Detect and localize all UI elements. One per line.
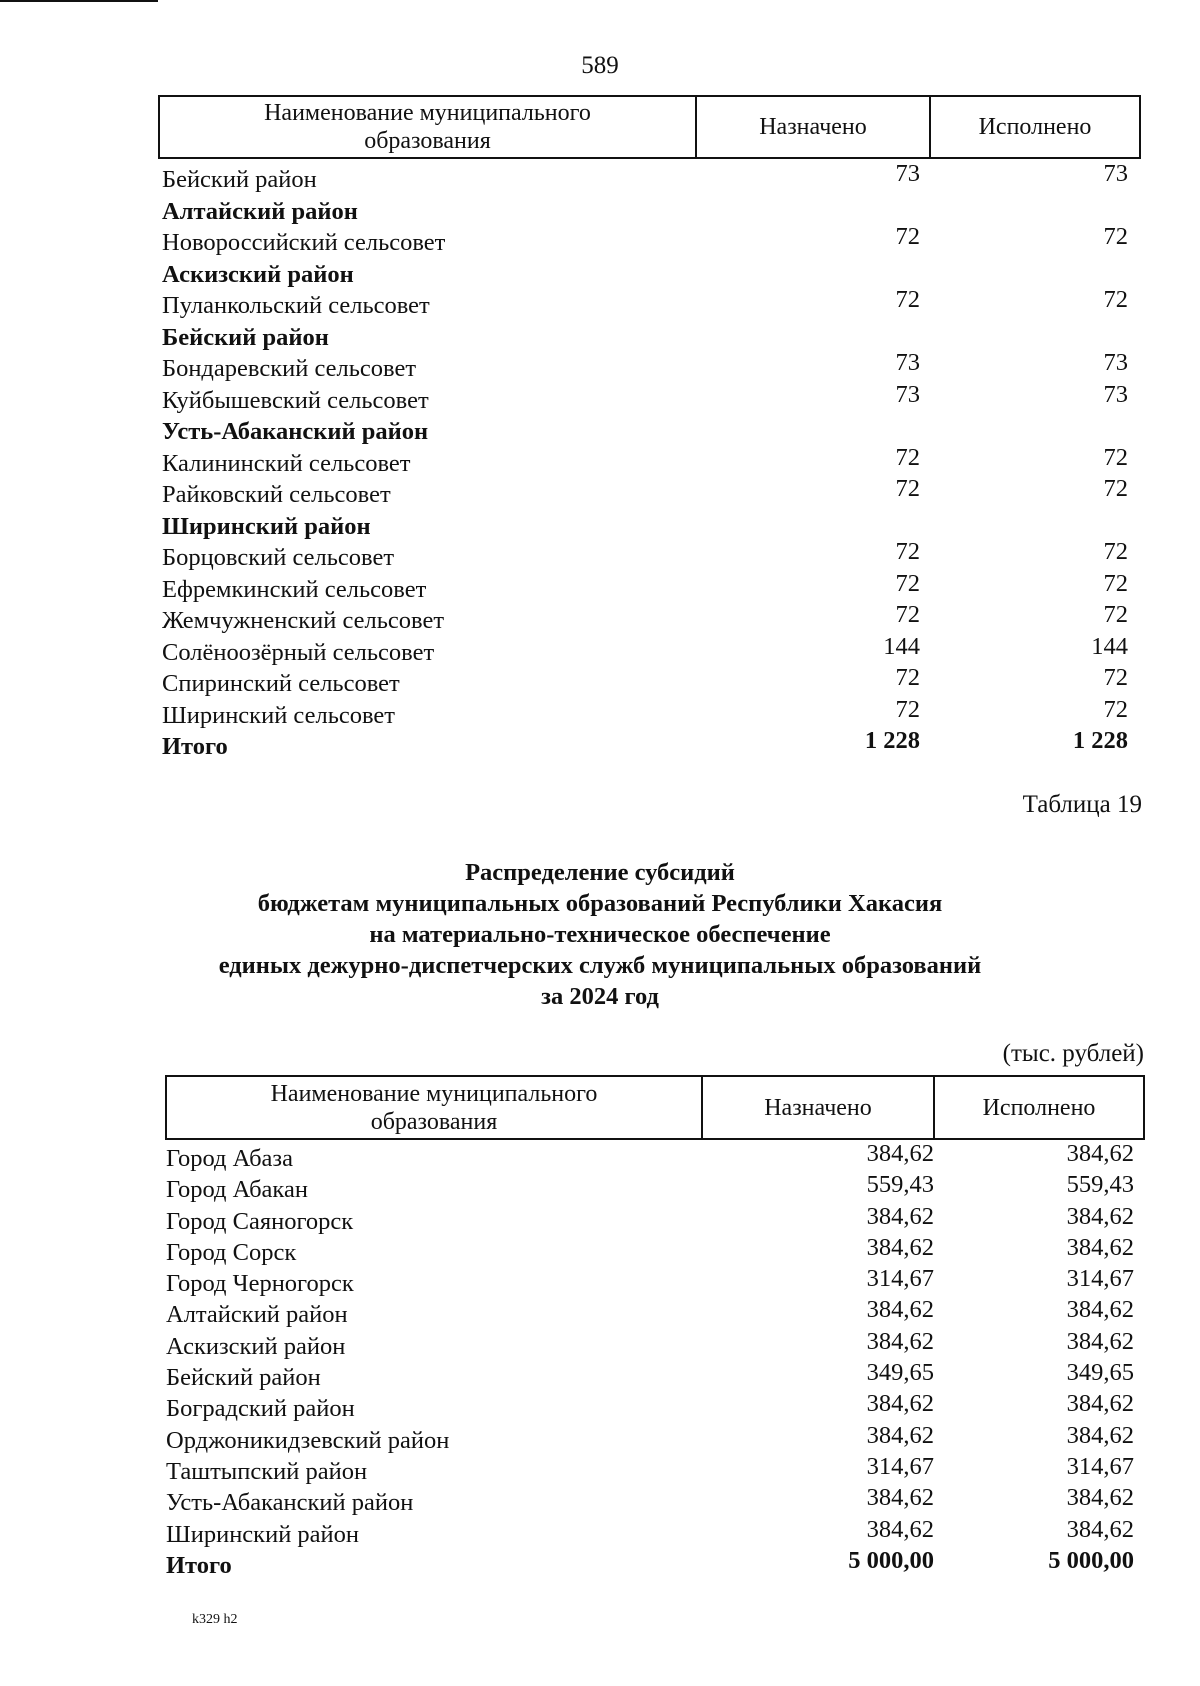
- row-assigned: 73: [895, 160, 920, 187]
- table2-header-assigned: Назначено: [701, 1077, 933, 1138]
- table-row: [166, 1265, 1146, 1296]
- row-assigned: 72: [895, 223, 920, 250]
- table-row: [166, 1484, 1146, 1515]
- row-name: Спиринский сельсовет: [162, 670, 400, 697]
- row-name: Солёноозёрный сельсовет: [162, 638, 435, 666]
- row-assigned: 73: [895, 380, 920, 408]
- row-name: Ефремкинский сельсовет: [162, 575, 427, 603]
- table-row: [162, 255, 1140, 287]
- table-row: [162, 570, 1140, 602]
- table2-header-name: Наименование муниципального образования: [270, 1080, 598, 1135]
- table2-title: [0, 857, 1200, 1012]
- table-row: [162, 507, 1140, 539]
- row-name: Аскизский район: [166, 1332, 346, 1360]
- table2-title-line-3: на материально-техническое обеспечение: [369, 921, 831, 948]
- row-assigned: 1 228: [864, 727, 920, 754]
- row-name: Город Саяногорск: [166, 1207, 354, 1235]
- row-name: Аскизский район: [162, 260, 354, 288]
- row-name: Пуланкольский сельсовет: [162, 292, 430, 319]
- row-executed: 73: [1103, 160, 1128, 187]
- row-executed: 349,65: [1066, 1359, 1134, 1387]
- table-row: [162, 160, 1140, 192]
- table-row: [166, 1171, 1146, 1202]
- table-row: [162, 664, 1140, 696]
- table2-title-line-2: бюджетам муниципальных образований Республики Хакасия: [257, 890, 943, 917]
- table-row: [162, 727, 1140, 759]
- row-executed: 72: [1103, 443, 1128, 471]
- row-name: Бондаревский сельсовет: [162, 355, 417, 382]
- row-executed: 384,62: [1066, 1140, 1134, 1167]
- table-row: [166, 1359, 1146, 1390]
- row-assigned: 384,62: [866, 1202, 934, 1230]
- table1-header-executed: Исполнено: [929, 97, 1139, 157]
- table-row: [162, 223, 1140, 255]
- row-name: Город Абакан: [166, 1176, 308, 1204]
- row-name: Борцовский сельсовет: [162, 544, 395, 571]
- table-row: [166, 1547, 1146, 1578]
- row-executed: 72: [1103, 664, 1128, 691]
- table-row: [162, 633, 1140, 665]
- row-assigned: 384,62: [866, 1140, 934, 1167]
- row-name: Бейский район: [162, 166, 317, 193]
- row-name: Ширинский сельсовет: [162, 701, 396, 729]
- row-name: Боградский район: [166, 1395, 355, 1423]
- row-executed: 384,62: [1066, 1515, 1134, 1543]
- row-assigned: 559,43: [866, 1171, 934, 1199]
- table-row: [166, 1234, 1146, 1265]
- table-row: [162, 444, 1140, 476]
- row-executed: 72: [1103, 538, 1128, 565]
- row-assigned: 384,62: [866, 1484, 934, 1512]
- row-executed: 144: [1091, 632, 1128, 660]
- row-executed: 384,62: [1066, 1202, 1134, 1230]
- table1-header-assigned: Назначено: [695, 97, 929, 157]
- row-assigned: 384,62: [866, 1233, 934, 1261]
- table-row: [162, 192, 1140, 224]
- row-name: Усть-Абаканский район: [166, 1489, 414, 1517]
- table-row: [162, 318, 1140, 350]
- table-row: [162, 412, 1140, 444]
- table-row: [162, 381, 1140, 413]
- table-row: [162, 349, 1140, 381]
- table-row: [162, 696, 1140, 728]
- row-assigned: 384,62: [866, 1421, 934, 1449]
- table1-header-name: Наименование муниципального образования: [264, 100, 591, 154]
- table-row: [166, 1328, 1146, 1359]
- row-assigned: 314,67: [866, 1265, 934, 1293]
- row-executed: 384,62: [1066, 1390, 1134, 1418]
- row-assigned: 72: [895, 601, 920, 628]
- row-executed: 72: [1103, 569, 1128, 597]
- row-executed: 384,62: [1066, 1327, 1134, 1355]
- row-assigned: 314,67: [866, 1452, 934, 1480]
- row-name: Алтайский район: [162, 197, 358, 225]
- row-name: Город Сорск: [166, 1238, 297, 1266]
- row-assigned: 72: [895, 475, 920, 502]
- table2-title-line-1: Распределение субсидий: [465, 859, 735, 886]
- page-number: 589: [581, 52, 619, 79]
- row-executed: 72: [1103, 286, 1128, 313]
- row-assigned: 144: [883, 632, 920, 660]
- row-name: Таштыпский район: [166, 1457, 368, 1485]
- row-executed: 73: [1103, 349, 1128, 376]
- row-executed: 314,67: [1066, 1265, 1134, 1293]
- table-row: [166, 1140, 1146, 1171]
- row-name: Жемчужненский сельсовет: [162, 607, 445, 634]
- row-name: Ширинский район: [162, 512, 371, 540]
- table2-title-line-5: за 2024 год: [541, 983, 659, 1010]
- row-executed: 72: [1103, 475, 1128, 502]
- row-name: Новороссийский сельсовет: [162, 229, 446, 256]
- row-name: Куйбышевский сельсовет: [162, 386, 429, 414]
- table-row: [162, 286, 1140, 318]
- row-executed: 384,62: [1066, 1233, 1134, 1261]
- row-executed: 1 228: [1072, 727, 1128, 754]
- row-assigned: 73: [895, 349, 920, 376]
- table-row: [166, 1516, 1146, 1547]
- row-name: Итого: [166, 1551, 232, 1579]
- row-executed: 384,62: [1066, 1296, 1134, 1324]
- table-row: [166, 1453, 1146, 1484]
- table-row: [166, 1390, 1146, 1421]
- row-executed: 384,62: [1066, 1484, 1134, 1512]
- row-assigned: 384,62: [866, 1296, 934, 1324]
- table2-header: [165, 1075, 1145, 1140]
- row-assigned: 72: [895, 569, 920, 597]
- row-name: Калининский сельсовет: [162, 449, 411, 477]
- table2-body: [166, 1140, 1146, 1578]
- row-executed: 72: [1103, 695, 1128, 723]
- row-name: Итого: [162, 733, 228, 760]
- row-name: Усть-Абаканский район: [162, 418, 429, 445]
- scan-top-rule: [0, 0, 158, 2]
- row-assigned: 72: [895, 695, 920, 723]
- table-row: [166, 1422, 1146, 1453]
- row-executed: 314,67: [1066, 1452, 1134, 1480]
- row-assigned: 384,62: [866, 1390, 934, 1418]
- table2-title-line-4: единых дежурно-диспетчерских служб муниципальных образований: [218, 952, 982, 979]
- footer-code: k329 h2: [192, 1612, 238, 1627]
- row-executed: 73: [1103, 380, 1128, 408]
- row-assigned: 72: [895, 664, 920, 691]
- row-executed: 559,43: [1066, 1171, 1134, 1199]
- row-name: Райковский сельсовет: [162, 481, 391, 508]
- row-name: Орджоникидзевский район: [166, 1426, 450, 1454]
- row-name: Бейский район: [166, 1364, 321, 1392]
- table2-header-executed: Исполнено: [933, 1077, 1143, 1138]
- row-name: Бейский район: [162, 323, 329, 351]
- row-executed: 72: [1103, 601, 1128, 628]
- row-executed: 5 000,00: [1048, 1546, 1134, 1574]
- row-assigned: 72: [895, 443, 920, 471]
- row-name: Город Черногорск: [166, 1270, 354, 1298]
- row-assigned: 5 000,00: [848, 1546, 934, 1574]
- row-assigned: 384,62: [866, 1515, 934, 1543]
- row-assigned: 72: [895, 538, 920, 565]
- row-assigned: 384,62: [866, 1327, 934, 1355]
- table1-header: [158, 95, 1141, 159]
- row-name: Ширинский район: [166, 1520, 360, 1548]
- table2-units: (тыс. рублей): [1002, 1040, 1144, 1067]
- row-name: Алтайский район: [166, 1301, 348, 1329]
- row-assigned: 349,65: [866, 1359, 934, 1387]
- table-row: [166, 1203, 1146, 1234]
- row-assigned: 72: [895, 286, 920, 313]
- table-row: [162, 538, 1140, 570]
- table-row: [166, 1296, 1146, 1327]
- row-name: Город Абаза: [166, 1145, 293, 1172]
- table-row: [162, 601, 1140, 633]
- row-executed: 384,62: [1066, 1421, 1134, 1449]
- table-number-label: Таблица 19: [1022, 791, 1142, 818]
- table1-body: [162, 160, 1140, 759]
- row-executed: 72: [1103, 223, 1128, 250]
- table-row: [162, 475, 1140, 507]
